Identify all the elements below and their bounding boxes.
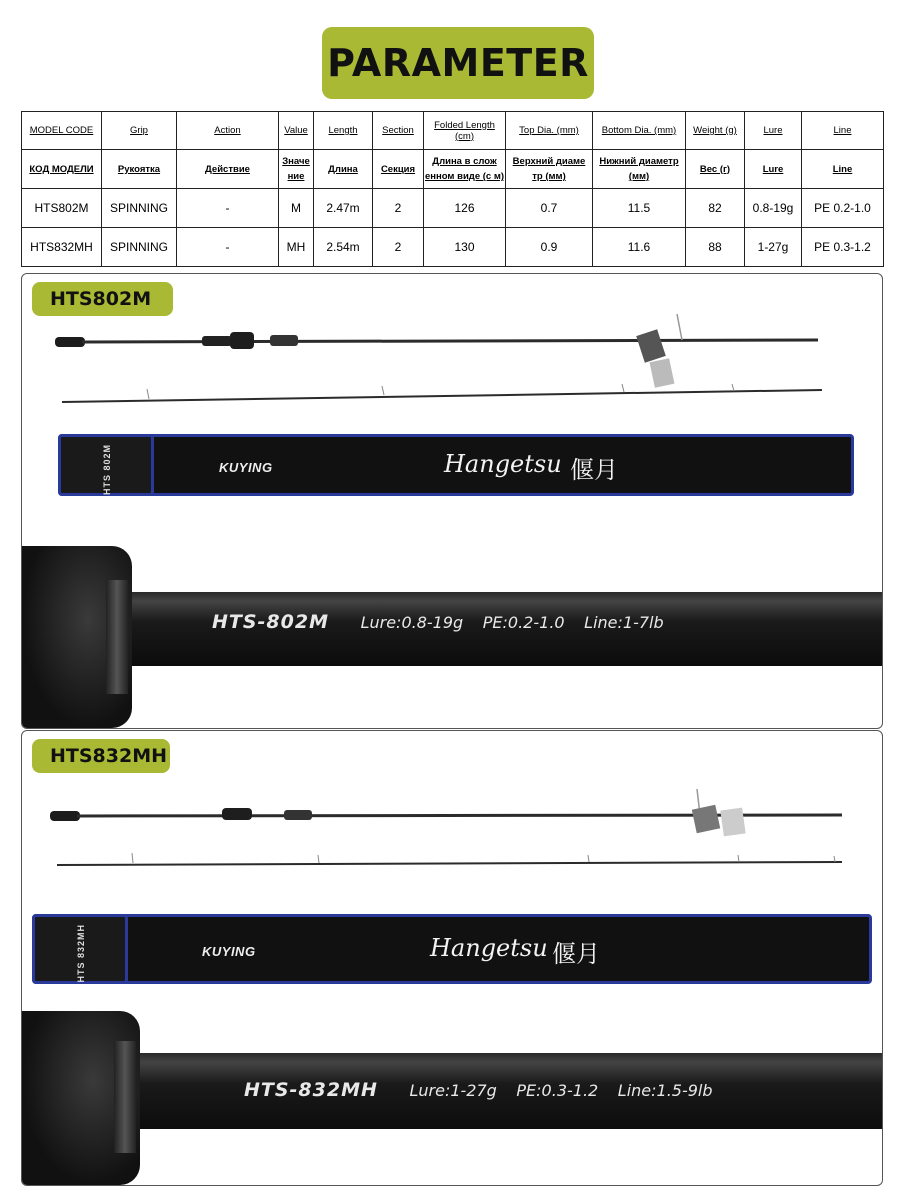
header-cell: Нижний диаметр (мм) xyxy=(593,150,686,189)
header-cell: Top Dia. (mm) xyxy=(506,112,593,150)
header-cell: Section xyxy=(373,112,424,150)
header-cell: Длина xyxy=(314,150,373,189)
bag-script-label: Hangetsu xyxy=(444,450,562,478)
rod-print xyxy=(244,1079,727,1101)
table-cell: 0.7 xyxy=(506,189,593,228)
header-cell: Действие xyxy=(177,150,279,189)
table-cell: SPINNING xyxy=(102,189,177,228)
header-cell: Значе ние xyxy=(279,150,314,189)
table-cell: - xyxy=(177,189,279,228)
table-cell: 2.47m xyxy=(314,189,373,228)
header-cell: Lure xyxy=(745,150,802,189)
rod-closeup xyxy=(22,1011,882,1186)
table-cell: 0.8-19g xyxy=(745,189,802,228)
table-cell: 11.5 xyxy=(593,189,686,228)
product-panel-hts802m xyxy=(21,273,883,729)
bag-model-label: HTS 832MH xyxy=(76,924,86,983)
header-cell: Action xyxy=(177,112,279,150)
header-cell: КОД МОДЕЛИ xyxy=(22,150,102,189)
parameter-title: PARAMETER xyxy=(327,41,589,85)
header-cell: Line xyxy=(802,112,884,150)
rod-sections-image xyxy=(22,731,882,881)
rod-print-line: Line:1.5-9lb xyxy=(617,1081,713,1100)
header-cell: Length xyxy=(314,112,373,150)
header-cell: Folded Length (cm) xyxy=(424,112,506,150)
rod-print-model: HTS-832MH xyxy=(244,1079,378,1101)
header-cell: Секция xyxy=(373,150,424,189)
table-cell: SPINNING xyxy=(102,228,177,267)
rod-print-lure: Lure:1-27g xyxy=(409,1081,497,1100)
rod-closeup xyxy=(22,546,882,728)
rod-print-line: Line:1-7lb xyxy=(584,613,664,632)
table-cell: 82 xyxy=(686,189,745,228)
model-tag-label: HTS832MH xyxy=(50,745,168,767)
bag-model-label: HTS 802M xyxy=(102,444,112,496)
rod-print xyxy=(212,611,678,633)
header-cell: MODEL CODE xyxy=(22,112,102,150)
bag-kanji-label: 偃月 xyxy=(570,456,618,484)
table-cell: - xyxy=(177,228,279,267)
rod-bag xyxy=(32,914,872,984)
table-cell: 130 xyxy=(424,228,506,267)
rod-tip-section xyxy=(57,853,842,865)
bag-brand-label: KUYING xyxy=(202,944,256,959)
table-header-ru xyxy=(22,150,884,189)
header-cell: Grip xyxy=(102,112,177,150)
rod-tip-section xyxy=(62,384,822,402)
table-header-en xyxy=(22,112,884,150)
rod-butt-section xyxy=(50,789,842,836)
bag-brand-label: KUYING xyxy=(219,460,273,475)
rod-print-model: HTS-802M xyxy=(212,611,329,633)
header-cell: Верхний диаме тр (мм) xyxy=(506,150,593,189)
table-cell: 88 xyxy=(686,228,745,267)
header-cell: Длина в слож енном виде (с м) xyxy=(424,150,506,189)
table-cell: 2 xyxy=(373,228,424,267)
header-cell: Вес (г) xyxy=(686,150,745,189)
table-row xyxy=(22,189,884,228)
table-cell: PE 0.3-1.2 xyxy=(802,228,884,267)
parameter-banner xyxy=(322,27,594,99)
parameter-table xyxy=(21,111,884,267)
product-panel-hts832mh xyxy=(21,730,883,1186)
header-cell: Рукоятка xyxy=(102,150,177,189)
rod-print-pe: PE:0.3-1.2 xyxy=(516,1081,599,1100)
table-cell: 2.54m xyxy=(314,228,373,267)
rod-bag xyxy=(58,434,854,496)
header-cell: Weight (g) xyxy=(686,112,745,150)
rod-print-lure: Lure:0.8-19g xyxy=(360,613,464,632)
table-cell: PE 0.2-1.0 xyxy=(802,189,884,228)
header-cell: Lure xyxy=(745,112,802,150)
header-cell: Bottom Dia. (mm) xyxy=(593,112,686,150)
table-cell: 1-27g xyxy=(745,228,802,267)
table-cell: 0.9 xyxy=(506,228,593,267)
rod-butt-section xyxy=(55,314,818,388)
bag-kanji-label: 偃月 xyxy=(552,940,600,968)
table-row xyxy=(22,228,884,267)
table-cell: HTS832MH xyxy=(22,228,102,267)
table-cell: 2 xyxy=(373,189,424,228)
rod-sections-image xyxy=(22,274,882,414)
table-cell: 126 xyxy=(424,189,506,228)
header-cell: Value xyxy=(279,112,314,150)
rod-print-pe: PE:0.2-1.0 xyxy=(482,613,565,632)
model-tag-label: HTS802M xyxy=(50,288,152,310)
header-cell: Line xyxy=(802,150,884,189)
table-cell: M xyxy=(279,189,314,228)
table-cell: 11.6 xyxy=(593,228,686,267)
bag-script-label: Hangetsu xyxy=(430,934,548,962)
table-cell: MH xyxy=(279,228,314,267)
table-cell: HTS802M xyxy=(22,189,102,228)
